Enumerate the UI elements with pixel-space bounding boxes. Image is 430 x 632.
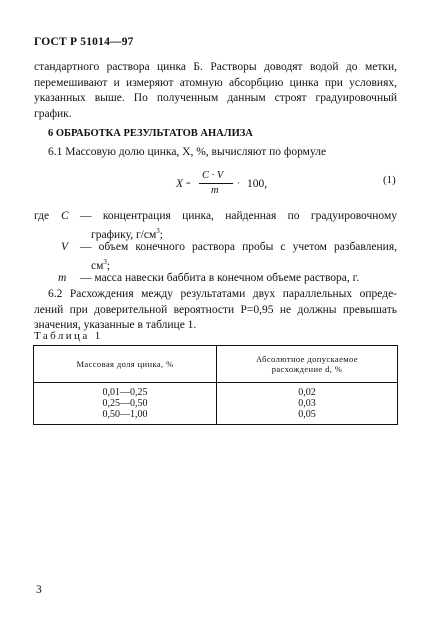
tolerance-values-cell: 0,02 0,03 0,05: [217, 383, 398, 425]
def-c-line-1: — концентрация цинка, найденная по градуировочному: [80, 210, 397, 222]
formula-number: (1): [383, 174, 396, 186]
def-symbol-v: V: [61, 241, 69, 253]
table-row: [34, 383, 398, 425]
def-m-line-1: — масса навески баббита в конечном объеме раствора, г.: [80, 272, 359, 284]
intro-line-3: указанных выше. По полученным данным строят градуировочный: [34, 92, 397, 104]
intro-line-1: стандартного раствора цинка Б. Растворы доводят водой до метки,: [34, 61, 397, 73]
formula: [176, 170, 376, 206]
zinc-ranges-cell: 0,01—0,25 0,25—0,50 0,50—1,00: [34, 383, 217, 425]
header-zinc-fraction: Массовая доля цинка, %: [34, 346, 217, 383]
where-label: где: [34, 210, 50, 222]
p62-line-1: 6.2 Расхождения между результатами двух параллельных опреде-: [48, 288, 397, 300]
header-tolerance: Абсолютное допускаемое расхождение d, %: [217, 346, 398, 383]
formula-times: ·: [237, 178, 240, 188]
intro-paragraph: [34, 60, 397, 122]
intro-line-2: перемешивают и измеряют атомную абсорбцию цинка при условиях,: [34, 76, 397, 89]
def-v-line-2: $см^3$;: [91, 258, 111, 272]
section-title: 6 ОБРАБОТКА РЕЗУЛЬТАТОВ АНАЛИЗА: [48, 128, 253, 139]
document-header: ГОСТ Р 51014—97: [34, 36, 134, 48]
table-1: [33, 345, 398, 425]
def-symbol-m: m: [58, 272, 67, 284]
fraction-bar: [199, 183, 233, 184]
paragraph-6-2: [34, 287, 397, 334]
p62-line-2: лений при доверительной вероятности P=0,95 не должны превышать: [34, 303, 397, 316]
intro-line-4: график.: [34, 107, 72, 120]
formula-denominator: m: [211, 185, 219, 196]
formula-factor: 100,: [247, 178, 268, 190]
paragraph-6-1: 6.1 Массовую долю цинка, X, %, вычисляют по формуле: [48, 146, 327, 158]
p62-line-3: значения, указанные в таблице 1.: [34, 319, 197, 331]
formula-equals: =: [186, 179, 191, 188]
formula-numerator: C · V: [202, 170, 224, 181]
page-number: 3: [36, 584, 42, 596]
def-c-line-2: графику, $г/см^3$;: [91, 227, 163, 241]
table-caption: Таблица 1: [34, 330, 103, 342]
def-v-line-1: — объем конечного раствора пробы с учетом разбавления,: [80, 241, 397, 253]
def-symbol-c: C: [61, 210, 69, 222]
formula-lhs: X: [176, 178, 184, 190]
table-header-row: [34, 346, 398, 383]
